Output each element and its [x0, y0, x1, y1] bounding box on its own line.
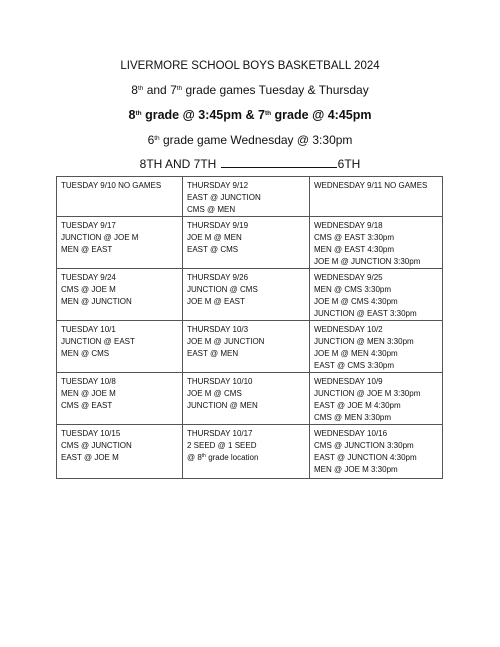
- page-title: LIVERMORE SCHOOL BOYS BASKETBALL 2024: [120, 60, 380, 72]
- wednesday-cell: [310, 269, 443, 321]
- matchup-line: CMS @ JOE M: [61, 285, 116, 294]
- tuesday-cell: [57, 177, 183, 217]
- thursday-cell: [183, 321, 310, 373]
- day-date-label: THURSDAY 9/26: [187, 273, 249, 282]
- matchup-location-line: [187, 452, 306, 464]
- times-line-text-2: grade @ 3:45pm & 7: [141, 108, 265, 122]
- tuesday-cell: [57, 373, 183, 425]
- matchup-line: MEN @ EAST 4:30pm: [314, 245, 394, 254]
- matchup-line: JUNCTION @ EAST: [61, 337, 135, 346]
- matchup-line: JUNCTION @ JOE M: [61, 233, 139, 242]
- tuesday-cell: [57, 425, 183, 479]
- matchup-line: EAST @ JOE M 4:30pm: [314, 401, 401, 410]
- grades-line-text-1: 8: [131, 83, 138, 97]
- matchup-line: MEN @ JUNCTION: [61, 297, 132, 306]
- wednesday-cell: [310, 425, 443, 479]
- matchup-line: CMS @ EAST 3:30pm: [314, 233, 394, 242]
- matchup-line: 2 SEED @ 1 SEED: [187, 441, 257, 450]
- times-line-text-3: grade @ 4:45pm: [271, 108, 372, 122]
- day-date-label: TUESDAY 9/24: [61, 273, 116, 282]
- location-text-1: @ 8: [187, 453, 202, 462]
- table-row: [57, 425, 443, 479]
- matchup-line: CMS @ JUNCTION: [61, 441, 132, 450]
- matchup-line: JOE M @ EAST: [187, 297, 245, 306]
- table-row: [57, 177, 443, 217]
- matchup-line: JUNCTION @ MEN 3:30pm: [314, 337, 414, 346]
- day-date-label: WEDNESDAY 10/2: [314, 325, 383, 334]
- thursday-cell: [183, 217, 310, 269]
- matchup-line: JOE M @ JUNCTION: [187, 337, 265, 346]
- matchup-line: EAST @ JUNCTION: [187, 193, 261, 202]
- wednesday-cell: [310, 217, 443, 269]
- matchup-line: MEN @ JOE M 3:30pm: [314, 465, 398, 474]
- matchup-line: EAST @ JOE M: [61, 453, 119, 462]
- day-date-label: TUESDAY 10/1: [61, 325, 116, 334]
- sixth-line-sup: th: [154, 135, 160, 142]
- day-date-label: THURSDAY 9/19: [187, 221, 249, 230]
- table-row: [57, 269, 443, 321]
- location-text-2: grade location: [205, 453, 259, 462]
- tuesday-cell: [57, 217, 183, 269]
- matchup-line: JOE M @ CMS 4:30pm: [314, 297, 398, 306]
- matchup-line: EAST @ MEN: [187, 349, 239, 358]
- day-date-label: TUESDAY 9/10 NO GAMES: [61, 181, 162, 190]
- matchup-line: JUNCTION @ JOE M 3:30pm: [314, 389, 421, 398]
- table-row: [57, 321, 443, 373]
- day-date-label: TUESDAY 9/17: [61, 221, 116, 230]
- day-date-label: THURSDAY 9/12: [187, 181, 249, 190]
- sixth-line-text-1: 6: [147, 133, 155, 147]
- times-line-sup-1: th: [135, 110, 142, 117]
- matchup-line: MEN @ EAST: [61, 245, 113, 254]
- matchup-line: JUNCTION @ CMS: [187, 285, 258, 294]
- matchup-line: CMS @ JUNCTION 3:30pm: [314, 441, 414, 450]
- times-line-sup-2: th: [264, 110, 272, 117]
- matchup-line: MEN @ CMS 3:30pm: [314, 285, 392, 294]
- day-date-label: WEDNESDAY 9/11 NO GAMES: [314, 181, 428, 190]
- schedule-table: [56, 176, 443, 479]
- thursday-cell: [183, 177, 310, 217]
- matchup-line: CMS @ MEN 3:30pm: [314, 413, 392, 422]
- location-sup: th: [201, 453, 206, 459]
- wednesday-cell: [310, 373, 443, 425]
- matchup-line: JOE M @ MEN 4:30pm: [314, 349, 398, 358]
- slots-left-label: 8TH AND 7TH: [139, 157, 217, 171]
- matchup-line: EAST @ JUNCTION 4:30pm: [314, 453, 417, 462]
- sixth-grade-line: [0, 133, 500, 147]
- matchup-line: JUNCTION @ MEN: [187, 401, 258, 410]
- day-date-label: TUESDAY 10/15: [61, 429, 121, 438]
- matchup-line: EAST @ CMS 3:30pm: [314, 361, 394, 370]
- matchup-line: JOE M @ MEN: [187, 233, 242, 242]
- thursday-cell: [183, 269, 310, 321]
- slots-right-label: 6TH: [337, 157, 361, 171]
- times-line-text-1: 8: [128, 108, 136, 122]
- matchup-line: JOE M @ JUNCTION 3:30pm: [314, 257, 421, 266]
- thursday-cell: [183, 373, 310, 425]
- day-date-label: WEDNESDAY 9/25: [314, 273, 383, 282]
- day-date-label: WEDNESDAY 10/16: [314, 429, 388, 438]
- blank-line: [221, 157, 337, 168]
- matchup-line: MEN @ JOE M: [61, 389, 116, 398]
- wednesday-cell: [310, 177, 443, 217]
- day-date-label: THURSDAY 10/17: [187, 429, 253, 438]
- sixth-line-text-2: grade game Wednesday @ 3:30pm: [159, 133, 353, 147]
- grades-line-text-3: grade games Tuesday & Thursday: [182, 83, 369, 97]
- schedule-body: [57, 177, 443, 479]
- wednesday-cell: [310, 321, 443, 373]
- day-date-label: TUESDAY 10/8: [61, 377, 116, 386]
- game-times-line: [0, 108, 500, 122]
- tuesday-cell: [57, 321, 183, 373]
- matchup-line: JOE M @ CMS: [187, 389, 242, 398]
- grades-schedule-line: [0, 83, 500, 97]
- day-date-label: WEDNESDAY 10/9: [314, 377, 383, 386]
- matchup-line: CMS @ EAST: [61, 401, 113, 410]
- day-date-label: THURSDAY 10/3: [187, 325, 249, 334]
- grades-line-text-2: and 7: [143, 83, 177, 97]
- day-date-label: THURSDAY 10/10: [187, 377, 253, 386]
- matchup-line: EAST @ CMS: [187, 245, 239, 254]
- grades-line-sup-1: th: [137, 85, 144, 92]
- tuesday-cell: [57, 269, 183, 321]
- thursday-cell: [183, 425, 310, 479]
- table-row: [57, 373, 443, 425]
- grade-slots-line: [0, 157, 500, 171]
- table-row: [57, 217, 443, 269]
- matchup-line: CMS @ MEN: [187, 205, 236, 214]
- matchup-line: MEN @ CMS: [61, 349, 110, 358]
- grades-line-sup-2: th: [176, 85, 183, 92]
- matchup-line: JUNCTION @ EAST 3:30pm: [314, 309, 417, 318]
- day-date-label: WEDNESDAY 9/18: [314, 221, 383, 230]
